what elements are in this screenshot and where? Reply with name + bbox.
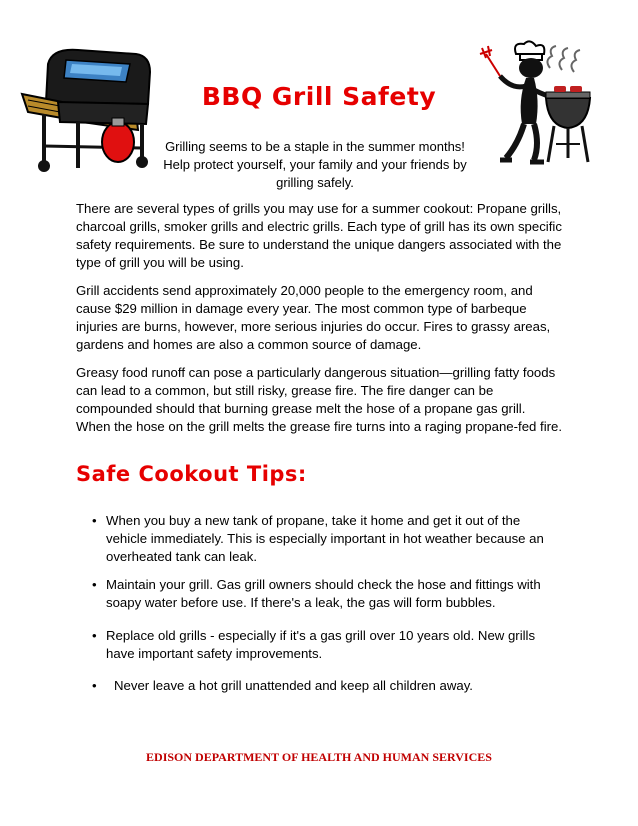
paragraph-grill-accidents: Grill accidents send approximately 20,000 people to the emergency room, and cause $29 million in damage every year. The most common type of barbeque injuries are burns, however, more serious injuries do occur. Fires to grassy areas, gardens and homes are also a common source of damage. (76, 283, 551, 352)
list-item (92, 677, 562, 695)
tips-heading: Safe Cookout Tips: (76, 462, 307, 486)
footer-organization: EDISON DEPARTMENT OF HEALTH AND HUMAN SERVICES (146, 750, 492, 764)
bullet-icon: • (92, 513, 97, 528)
paragraph-grease-fires: Greasy food runoff can pose a particularly dangerous situation—grilling fatty foods can lead to a common, but still risky, grease fire. The fire danger can be compounded should that burning grease melt the hose of a propane gas grill. When the hose on the grill melts the grease fire turns into a raging propane-fed fire. (76, 365, 563, 434)
paragraph-grill-types: There are several types of grills you may use for a summer cookout: Propane grills, charcoal grills, smoker grills and electric grills. Each type of grill has its own specific safety requirements. Be sure to understand the unique dangers associated with the type of grill you will be using. (76, 201, 562, 270)
list-item (92, 576, 562, 612)
page-title: BBQ Grill Safety (201, 82, 437, 111)
tip-text: Never leave a hot grill unattended and keep all children away. (114, 678, 473, 693)
tip-text: When you buy a new tank of propane, take it home and get it out of the vehicle immediately. This is especially important in hot weather because an overheated tank can leak. (106, 513, 544, 564)
list-item (92, 512, 562, 566)
bullet-icon: • (92, 577, 97, 592)
bullet-icon: • (92, 678, 97, 693)
bullet-icon: • (92, 628, 97, 643)
list-item (92, 627, 562, 663)
intro-text: Grilling seems to be a staple in the summer months! Help protect yourself, your family and your friends by grilling safely. (163, 139, 467, 190)
tip-text: Maintain your grill. Gas grill owners should check the hose and fittings with soapy water before use. If there's a leak, the gas will form bubbles. (106, 577, 541, 610)
tip-text: Replace old grills - especially if it's a gas grill over 10 years old. New grills have important safety improvements. (106, 628, 536, 661)
